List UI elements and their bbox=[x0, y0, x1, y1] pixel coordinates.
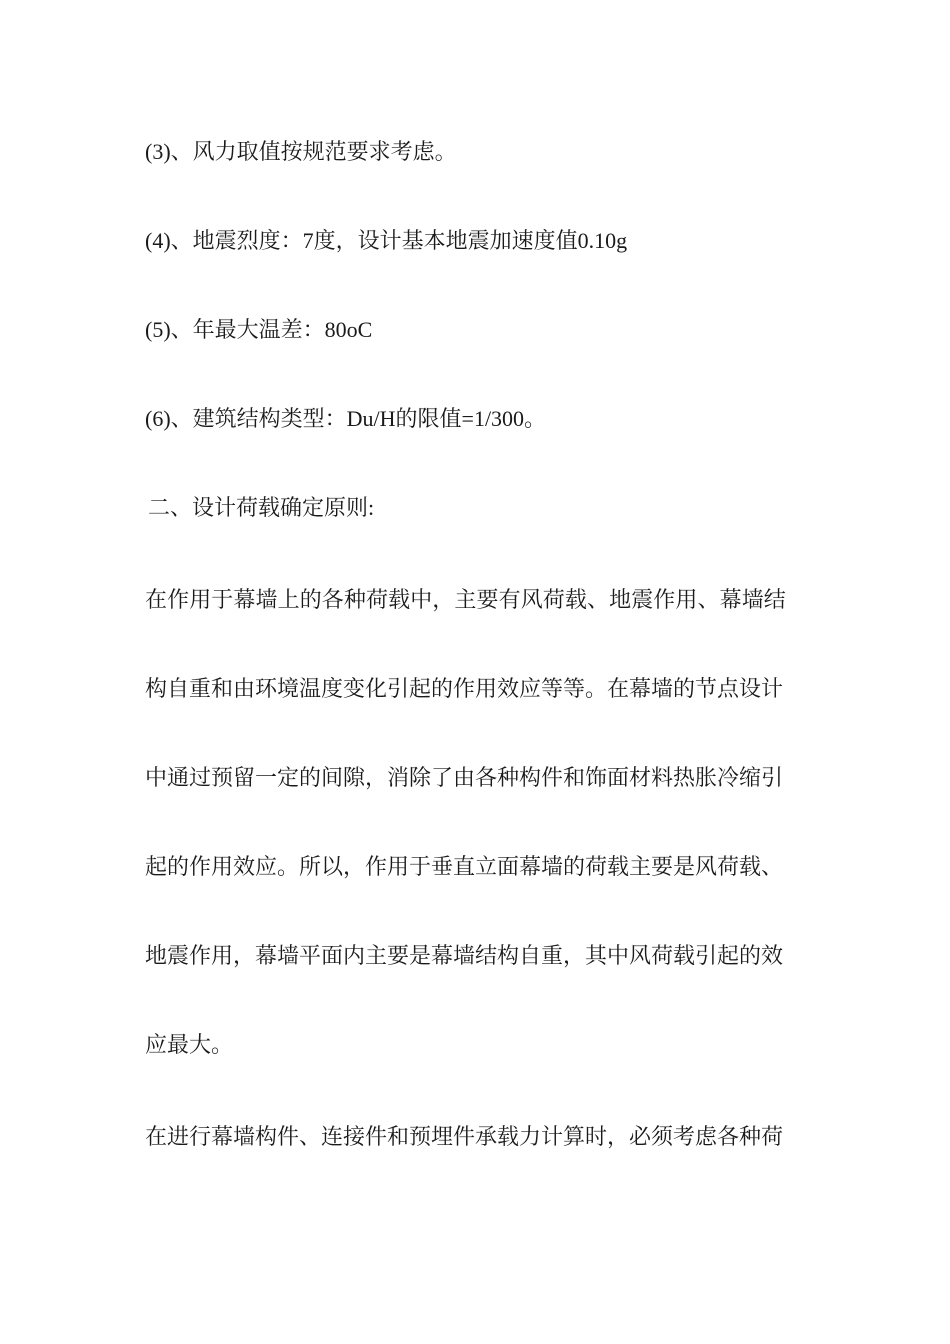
paragraph-2-line-1: 在进行幕墙构件、连接件和预埋件承载力计算时，必须考虑各种荷 bbox=[145, 1124, 784, 1149]
paragraph-1-line-4: 起的作用效应。所以，作用于垂直立面幕墙的荷载主要是风荷载、 bbox=[145, 854, 784, 879]
list-item-6: (6)、建筑结构类型：Du/H的限值=1/300。 bbox=[145, 406, 547, 431]
list-item-3: (3)、风力取值按规范要求考虑。 bbox=[145, 139, 457, 164]
section-heading: 二、设计荷载确定原则: bbox=[148, 495, 375, 520]
list-item-4: (4)、地震烈度：7度，设计基本地震加速度值0.10g bbox=[145, 228, 628, 253]
list-item-5: (5)、年最大温差：80oC bbox=[145, 317, 373, 342]
paragraph-1-line-5: 地震作用，幕墙平面内主要是幕墙结构自重，其中风荷载引起的效 bbox=[145, 943, 784, 968]
paragraph-1-line-1: 在作用于幕墙上的各种荷载中，主要有风荷载、地震作用、幕墙结 bbox=[145, 587, 786, 612]
paragraph-1-line-2: 构自重和由环境温度变化引起的作用效应等等。在幕墙的节点设计 bbox=[145, 676, 784, 701]
paragraph-1-line-3: 中通过预留一定的间隙，消除了由各种构件和饰面材料热胀冷缩引 bbox=[145, 765, 784, 790]
paragraph-1-line-6: 应最大。 bbox=[145, 1032, 234, 1057]
